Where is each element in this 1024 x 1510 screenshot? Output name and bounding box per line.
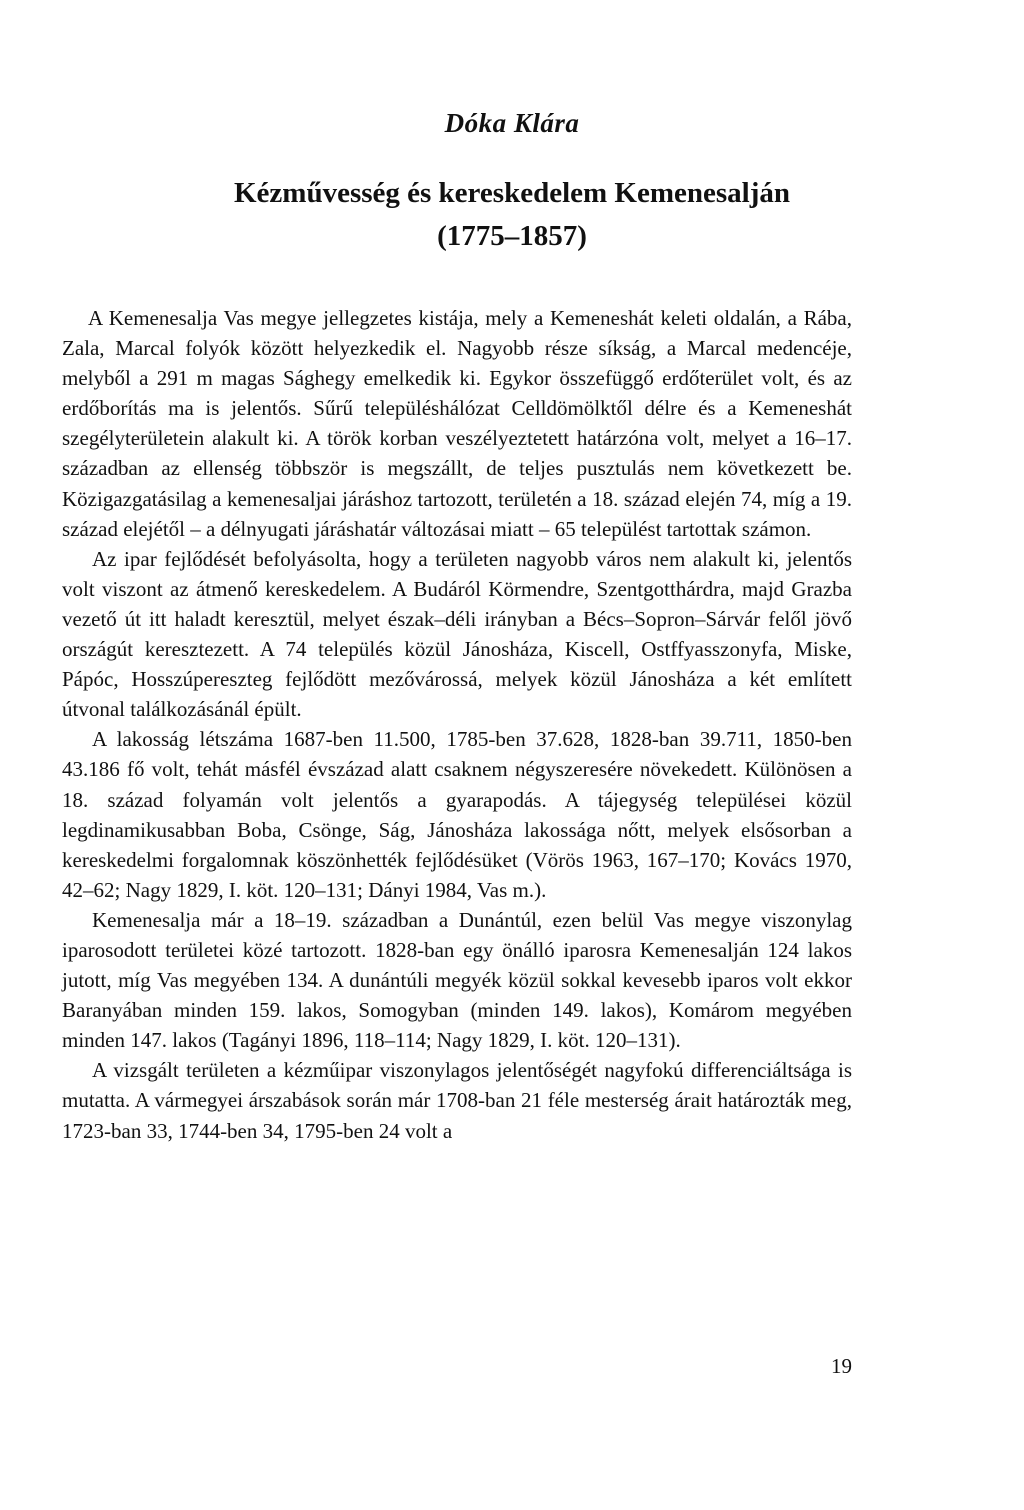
page-number: 19	[831, 1354, 852, 1378]
article-body	[62, 303, 852, 1146]
paragraph-5: A vizsgált területen a kézműipar viszonylagos jelentőségét nagyfokú differenciáltsága is mutatta. A vármegyei árszabások során már 1708-ban 21 féle mesterség árait határozták meg, 1723-ban 33, 1744-ben 34, 1795-ben 24 volt a	[62, 1058, 852, 1143]
title-line-1: Kézművesség és kereskedelem Kemenesalján	[234, 177, 790, 209]
paragraph-1: A Kemenesalja Vas megye jellegzetes kistája, mely a Kemeneshát keleti oldalán, a Rába, Zala, Marcal folyók között helyezkedik el. Nagyobb része síkság, a Marcal medencéje, melyből a 291 m magas Sághegy emelkedik ki. Egykor összefüggő erdőterület volt, és az erdőborítás ma is jelentős. Sűrű településhálózat Celldömölktől délre és a Kemeneshát szegélyterületein alakult ki. A török korban veszélyeztetett határzóna volt, melyet a 16–17. században az ellenség többször is megszállt, de teljes pusztulás nem következett be. Közigazgatásilag a kemenesaljai járáshoz tartozott, területén a 18. század elején 74, míg a 19. század elejétől – a délnyugati járáshatár változásai miatt – 65 települést tartottak számon.	[62, 306, 852, 541]
paragraph-4: Kemenesalja már a 18–19. században a Dunántúl, ezen belül Vas megye viszonylag iparosodott területei közé tartozott. 1828-ban egy önálló iparosra Kemenesalján 124 lakos jutott, míg Vas megyében 134. A dunántúli megyék közül sokkal kevesebb iparos volt ekkor Baranyában minden 159. lakos, Somogyban (minden 149. lakos), Komárom megyében minden 147. lakos (Tagányi 1896, 118–114; Nagy 1829, I. köt. 120–131).	[62, 907, 852, 1053]
author-name: Dóka Klára	[444, 108, 580, 138]
article-title	[120, 172, 904, 258]
paragraph-3: A lakosság létszáma 1687-ben 11.500, 1785-ben 37.628, 1828-ban 39.711, 1850-ben 43.186 fő volt, tehát másfél évszázad alatt csaknem négyszeresére növekedett. Különösen a 18. század folyamán volt jelentős a gyarapodás. A tájegység települései közül legdinamikusabban Boba, Csönge, Ság, Jánosháza lakossága nőtt, melyek elsősorban a kereskedelmi forgalomnak köszönhették fejlődésüket (Vörös 1963, 167–170; Kovács 1970, 42–62; Nagy 1829, I. köt. 120–131; Dányi 1984, Vas m.).	[62, 727, 852, 902]
paragraph-2: Az ipar fejlődését befolyásolta, hogy a területen nagyobb város nem alakult ki, jelentős volt viszont az átmenő kereskedelem. A Budáról Körmendre, Szentgotthárdra, majd Grazba vezető út itt haladt keresztül, melyet észak–déli irányban a Bécs–Sopron–Sárvár felől jövő országút keresztezett. A 74 település közül Jánosháza, Kiscell, Ostffyasszonyfa, Miske, Pápóc, Hosszúpereszteg fejlődött mezővárossá, melyek közül Jánosháza a két említett útvonal találkozásánál épült.	[62, 546, 852, 722]
title-line-2: (1775–1857)	[437, 220, 587, 252]
